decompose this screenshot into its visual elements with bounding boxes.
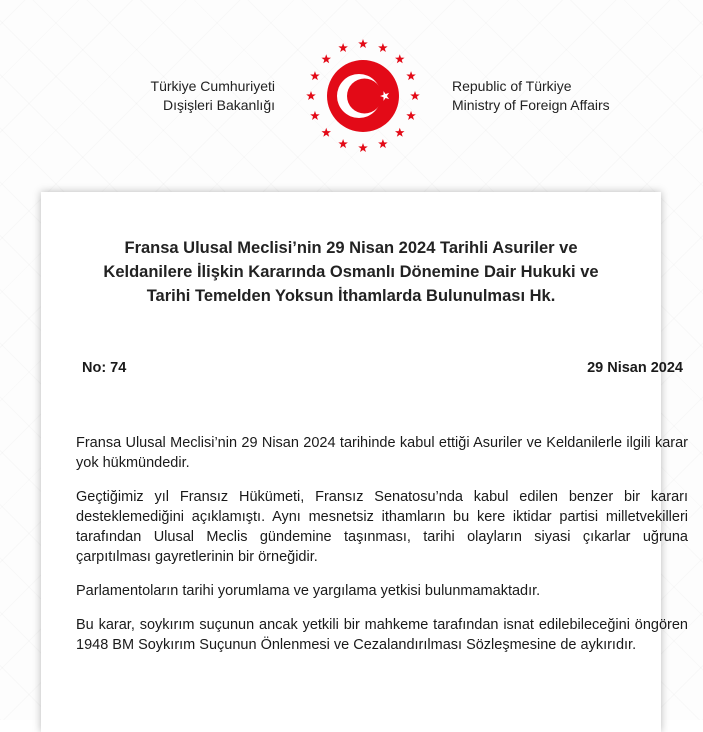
paragraph-4: Bu karar, soykırım suçunun ancak yetkili bir mahkeme tarafından isnat edilebileceğini öngören 1948 BM Soykırım Suçunun Önlenmesi ve Cezalandırılması Sözleşmesine de aykırıdır.: [76, 617, 688, 653]
emblem-star-icon: [321, 128, 331, 137]
emblem-star-icon: [395, 128, 405, 137]
crescent-star-emblem-icon: [301, 34, 425, 158]
emblem-star-icon: [310, 111, 320, 120]
english-ministry-name: [452, 77, 610, 115]
tr-org-line1: Türkiye Cumhuriyeti: [150, 78, 275, 94]
tr-org-line2: Dışişleri Bakanlığı: [162, 97, 275, 113]
title-line-3: Tarihi Temelden Yoksun İthamlarda Bulunulması Hk.: [146, 287, 556, 305]
emblem-star-icon: [310, 71, 320, 80]
emblem-star-icon: [378, 139, 388, 148]
emblem-star-icon: [406, 71, 416, 80]
title-line-1: Fransa Ulusal Meclisi’nin 29 Nisan 2024 Tarihli Asuriler ve: [124, 239, 578, 257]
letterhead: [0, 0, 703, 180]
en-org-line2: Ministry of Foreign Affairs: [452, 97, 610, 113]
en-org-line1: Republic of Türkiye: [452, 78, 572, 94]
emblem-star-icon: [358, 143, 368, 152]
emblem-star-icon: [338, 43, 348, 52]
emblem-star-icon: [410, 91, 420, 100]
document-body: [76, 433, 688, 669]
paragraph-1: Fransa Ulusal Meclisi’nin 29 Nisan 2024 tarihinde kabul ettiği Asuriler ve Keldanilerle ilgili karar yok hükmündedir.: [76, 435, 688, 471]
paragraph-3: Parlamentoların tarihi yorumlama ve yargılama yetkisi bulunmamaktadır.: [76, 583, 541, 599]
title-line-2: Keldanilere İlişkin Kararında Osmanlı Dönemine Dair Hukuki ve: [103, 263, 599, 281]
press-release-number: No: 74: [82, 360, 127, 376]
emblem-star-icon: [378, 43, 388, 52]
emblem-star-icon: [358, 39, 368, 48]
emblem-star-icon: [338, 139, 348, 148]
emblem-star-icon: [306, 91, 316, 100]
emblem-star-icon: [321, 54, 331, 63]
emblem-star-icon: [395, 54, 405, 63]
turkish-ministry-name: [151, 77, 275, 115]
press-release-date: 29 Nisan 2024: [587, 360, 683, 376]
emblem-star-icon: [406, 111, 416, 120]
document-title: [60, 236, 642, 308]
paragraph-2: Geçtiğimiz yıl Fransız Hükümeti, Fransız Senatosu’nda kabul edilen benzer bir kararı desteklemediğini açıklamıştı. Aynı mesnetsiz ithamların bu kere iktidar partisi milletvekilleri tarafından Ulusal Meclis gündemine taşınması, tarihi olayların siyasi çıkarlar uğruna çarpıtılması gayretlerinin bir örneğidir.: [76, 489, 688, 565]
